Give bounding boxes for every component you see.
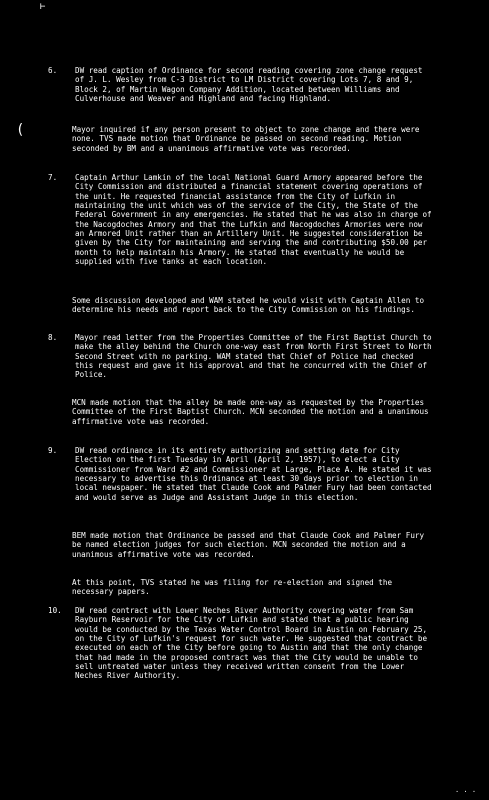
- agenda-item-8: [48, 333, 433, 380]
- item-text: Captain Arthur Lamkin of the local National Guard Armory appeared before the City Commission and distributed a financial statement covering operations of the unit. He requested financial assistance from the City of Lufkin in maintaining the unit which was of the service of the City, the State of the Federal Government in any emergencies. He stated that he was also in charge of the Nacogdoches Armory and that the Lufkin and Nacogdoches Armories were now an Armored Unit rather than an Artillery Unit. He suggested consideration be given by the City for maintaining and serving the and contributing $50.00 per month to help maintain his Armory. He stated that eventually he would be supplied with five tanks at each location.: [75, 173, 432, 267]
- paragraph-text: BEM made motion that Ordinance be passed and that Claude Cook and Palmer Fury be named election judges for such election. MCN seconded the motion and a unanimous affirmative vote was recorded.: [72, 531, 425, 559]
- item-text: DW read caption of Ordinance for second reading covering zone change request of J. L. Wesley from C-3 District to LM District covering Lots 7, 8 and 9, Block 2, of Martin Wagon Company Addition, located between Williams and Culverhouse and Weaver and Highland and facing Highland.: [75, 66, 423, 104]
- item-text: Mayor read letter from the Properties Committee of the First Baptist Church to make the alley behind the Church one-way east from North First Street to North Second Street with no parking. WAM stated that Chief of Police had checked this request and gave it his approval and that he concurred with the Chief of Police.: [75, 333, 432, 380]
- item-text: DW read contract with Lower Neches River Authority covering water from Sam Rayburn Reservoir for the City of Lufkin and stated that a public hearing would be conducted by the Texas Water Control Board in Austin on February 25, on the City of Lufkin's request for such water. He suggested that contract be executed on each of the City before going to Austin and that the only change that had made in the proposed contract was that the City would be unable to sell untreated water unless they received written consent from the Lower Neches River Authority.: [75, 606, 428, 681]
- agenda-item-6: [48, 66, 433, 104]
- item-number: 7.: [48, 173, 58, 182]
- margin-bracket: (: [16, 122, 25, 138]
- item-number: 8.: [48, 333, 58, 342]
- item-8-motion: [72, 398, 432, 426]
- paragraph-text: Mayor inquired if any person present to object to zone change and there were none. TVS made motion that Ordinance be passed on second reading. Motion seconded by BM and a unanimous affirmative vote was recorded.: [72, 125, 420, 153]
- item-number: 6.: [48, 66, 58, 75]
- agenda-item-9: [48, 446, 433, 502]
- item-number: 10.: [48, 606, 62, 615]
- item-text: DW read ordinance in its entirety authorizing and setting date for City Election on the first Tuesday in April (April 2, 1957), to elect a City Commissioner from Ward #2 and Commissioner at Large, Place A. He stated it was necessary to advertise this Ordinance at least 30 days prior to election in local newspaper. He stated that Claude Cook and Palmer Fury had been contacted and would serve as Judge and Assistant Judge in this election.: [75, 446, 432, 502]
- paragraph-text: At this point, TVS stated he was filing for re-election and signed the necessary papers.: [72, 578, 393, 597]
- item-6-mayor-inquiry: [72, 125, 432, 153]
- item-9-filing-note: [72, 578, 432, 597]
- corner-mark: ⊢: [40, 2, 46, 12]
- item-7-discussion: [72, 296, 432, 315]
- footer-specks: · · ·: [455, 788, 477, 796]
- agenda-item-10: [48, 606, 433, 681]
- item-number: 9.: [48, 446, 58, 455]
- item-9-motion: [72, 531, 432, 559]
- paragraph-text: MCN made motion that the alley be made one-way as requested by the Properties Committee of the First Baptist Church. MCN seconded the motion and a unanimous affirmative vote was recorded.: [72, 398, 429, 426]
- agenda-item-7: [48, 173, 433, 267]
- paragraph-text: Some discussion developed and WAM stated he would visit with Captain Allen to determine his needs and report back to the City Commission on his findings.: [72, 296, 425, 315]
